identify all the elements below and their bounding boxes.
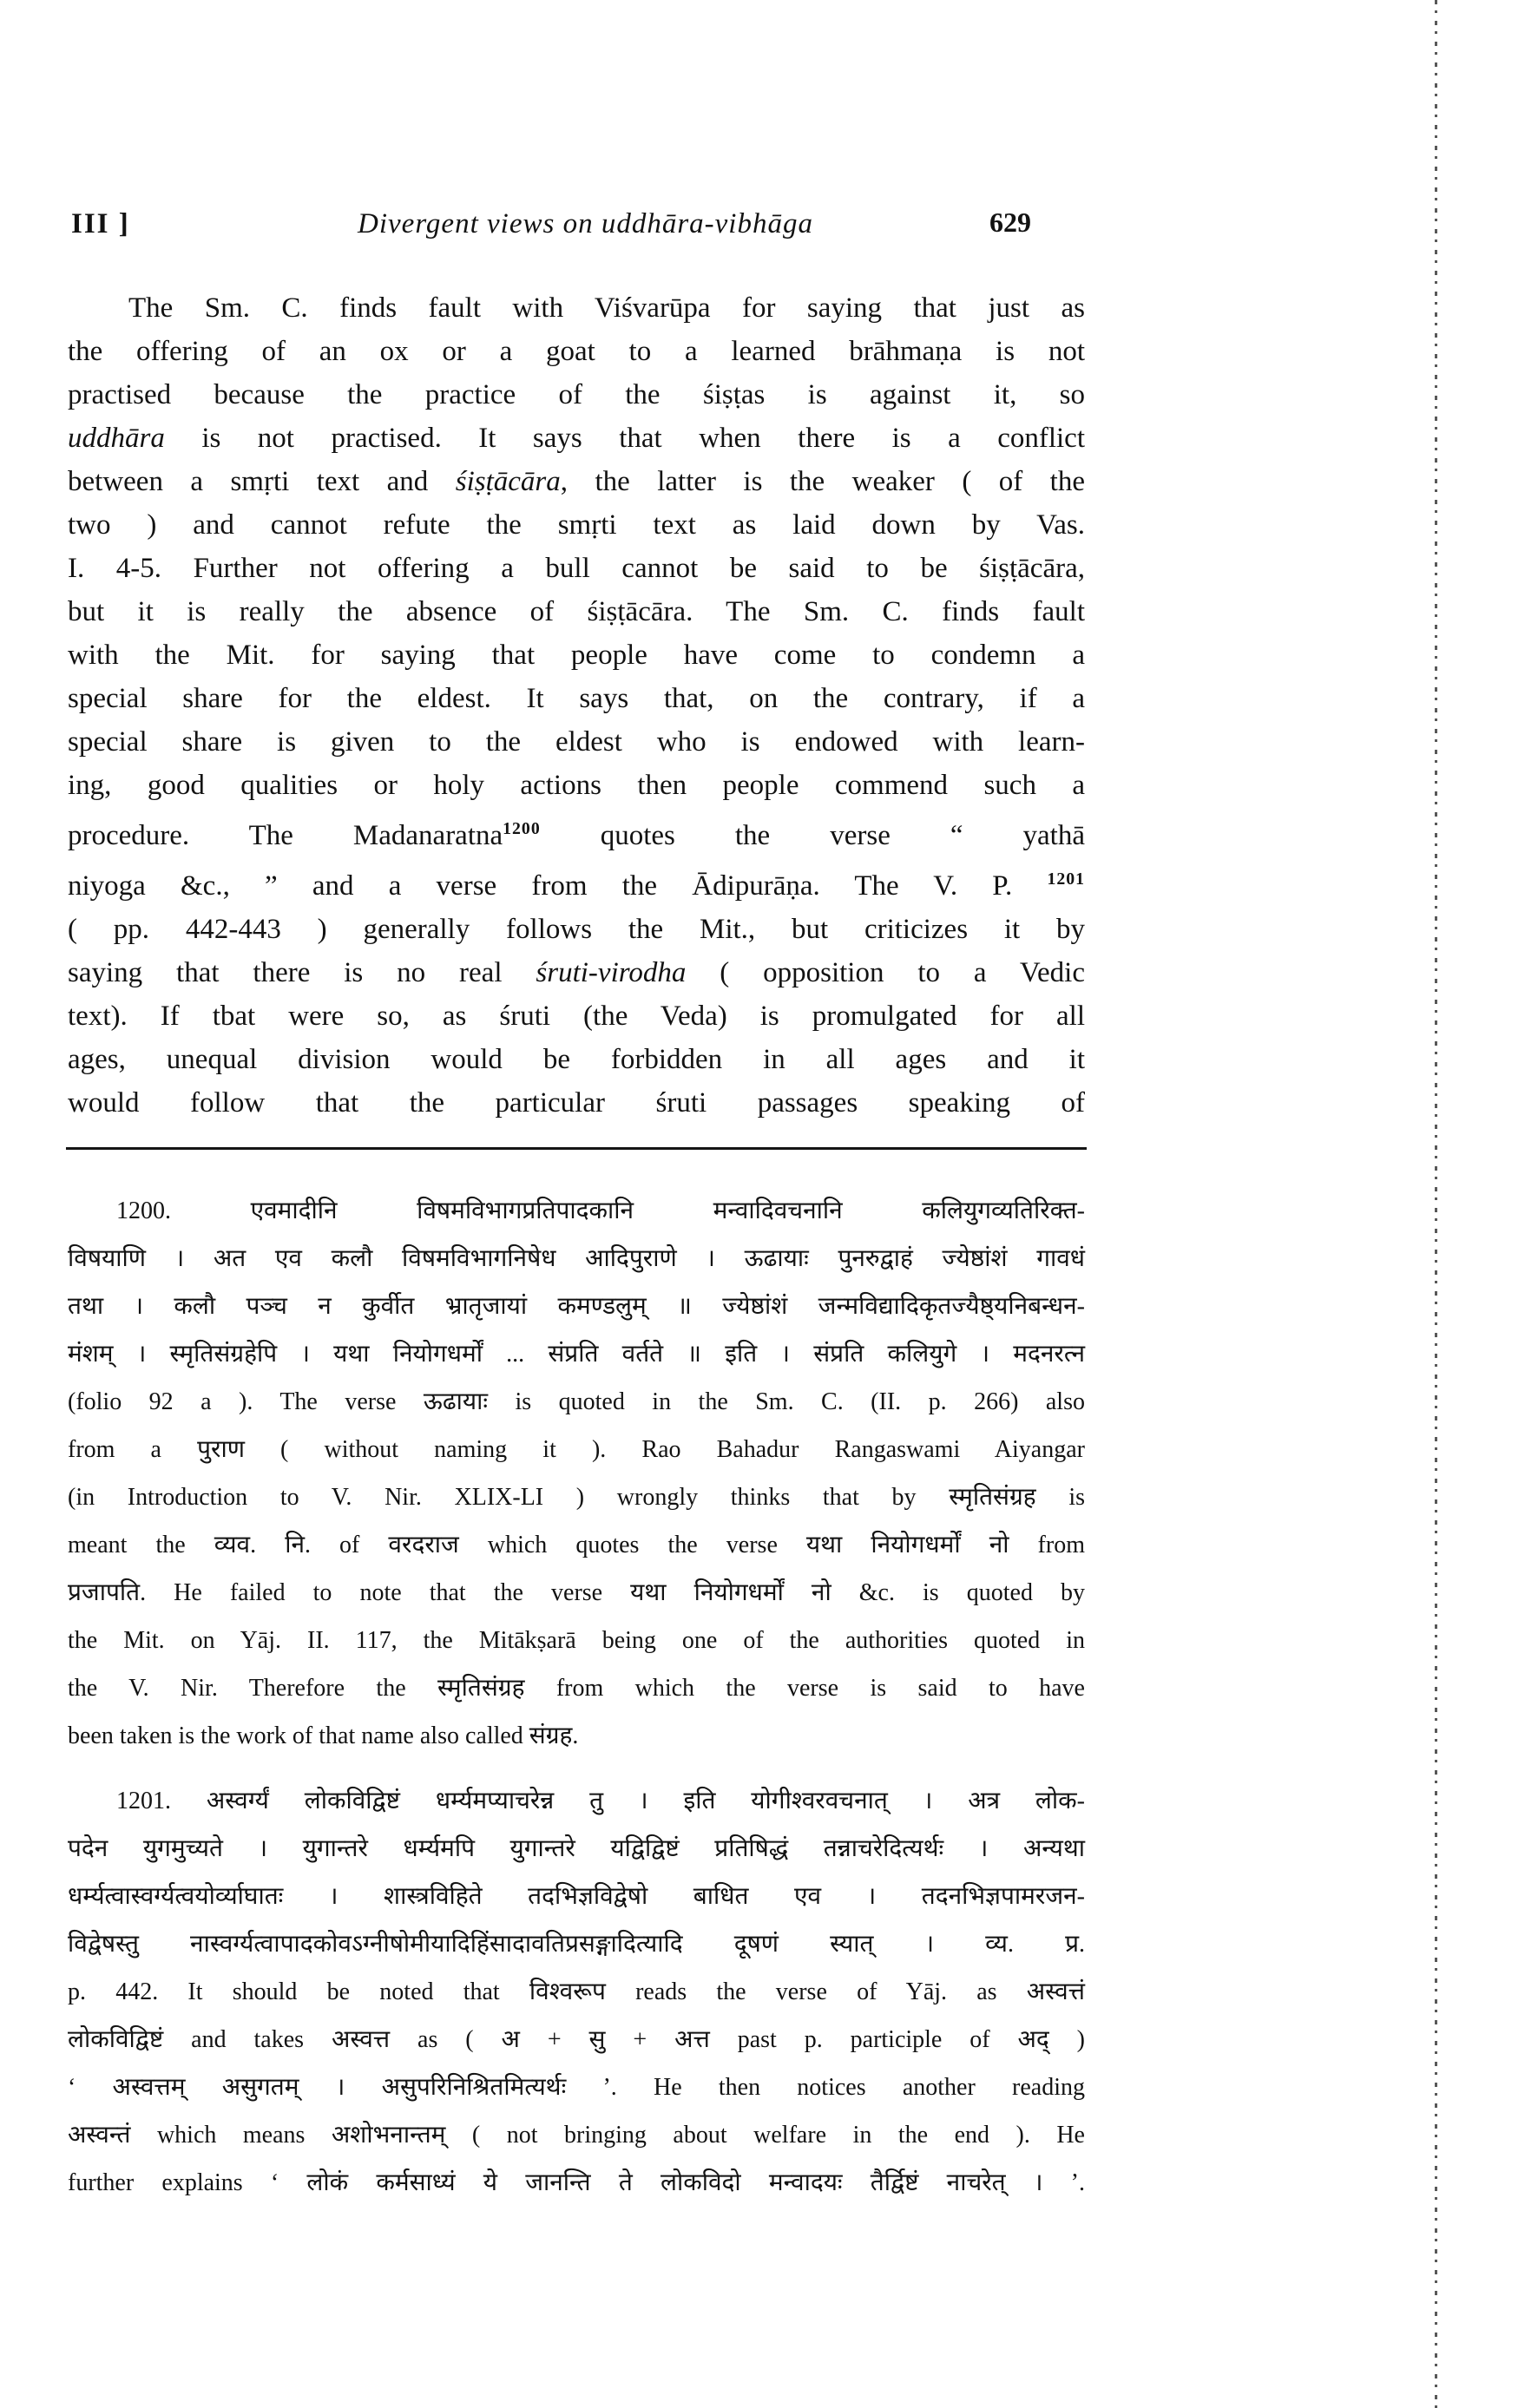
footnote-line: 1201. अस्वर्ग्यं लोकविद्विष्टं धर्म्यमप्याचरेन्न तु । इति योगीश्वरवचनात् । अत्र लोक- <box>116 1788 1085 1814</box>
scan-fold-dotted-line <box>1435 0 1437 2408</box>
footnote-line: धर्म्यत्वास्वर्ग्यत्वयोर्व्याघातः । शास्त्रविहिते तदभिज्ञविद्वेषो बाधित एव । तदनभिज्ञपामरजन- <box>68 1883 1085 1910</box>
footnote-1200 <box>68 1187 1085 1760</box>
main-paragraph <box>68 286 1085 1125</box>
text-line: but it is really the absence of śiṣṭācāra. The Sm. C. finds fault <box>68 596 1085 627</box>
footnote-line: मंशम् । स्मृतिसंग्रहेपि । यथा नियोगधर्मों ... संप्रति वर्तते ॥ इति । संप्रति कलियुगे । मदनरत्न <box>68 1341 1085 1368</box>
footnote-separator-rule <box>66 1147 1087 1150</box>
footnote-line: पदेन युगमुच्यते । युगान्तरे धर्म्यमपि युगान्तरे यद्विद्विष्टं प्रतिषिद्धं तन्नाचरेदित्यर्थः । अन्यथा <box>68 1835 1085 1862</box>
footnote-line: विषयाणि । अत एव कलौ विषमविभागनिषेध आदिपुराणे । ऊढायाः पुनरुद्वाहं ज्येष्ठांशं गावधं <box>68 1245 1085 1272</box>
text-line: special share for the eldest. It says that, on the contrary, if a <box>68 683 1085 714</box>
footnote-line: (folio 92 a ). The verse ऊढायाः is quoted in the Sm. C. (II. p. 266) also <box>68 1388 1085 1415</box>
text-line: text). If tbat were so, as śruti (the Veda) is promulgated for all <box>68 1001 1085 1032</box>
page-header <box>68 207 1085 253</box>
footnote-line: further explains ‘ लोकं कर्मसाध्यं ये जानन्ति ते लोकविदो मन्वादयः तैर्द्विष्टं नाचरेत् । ’. <box>68 2169 1085 2196</box>
footnote-1201 <box>68 1777 1085 2207</box>
footnote-line: p. 442. It should be noted that विश्वरूप reads the verse of Yāj. as अस्वत्तं <box>68 1978 1085 2005</box>
footnote-line: ‘ अस्वत्तम् असुगतम् । असुपरिनिश्रितमित्यर्थः ’. He then notices another reading <box>68 2074 1085 2101</box>
text-line: with the Mit. for saying that people have come to condemn a <box>68 640 1085 671</box>
footnote-line: विद्वेषस्तु नास्वर्ग्यत्वापादकोवऽग्नीषोमीयादिहिंसादावतिप्रसङ्गादित्यादि दूषणं स्यात् । व्य. प्र. <box>68 1931 1085 1958</box>
running-title: Divergent views on uddhāra-vibhāga <box>358 208 813 239</box>
footnote-line: the Mit. on Yāj. II. 117, the Mitākṣarā being one of the authorities quoted in <box>68 1627 1085 1654</box>
footnote-line: meant the व्यव. नि. of वरदराज which quotes the verse यथा नियोगधर्मों नो from <box>68 1532 1085 1558</box>
text-line: uddhāra is not practised. It says that when there is a conflict <box>68 423 1085 454</box>
text-line: The Sm. C. finds fault with Viśvarūpa for saying that just as <box>128 292 1085 324</box>
text-line: ages, unequal division would be forbidden in all ages and it <box>68 1044 1085 1075</box>
text-line: the offering of an ox or a goat to a learned brāhmaṇa is not <box>68 336 1085 367</box>
text-line: ( pp. 442-443 ) generally follows the Mit., but criticizes it by <box>68 914 1085 945</box>
page-number: 629 <box>989 207 1031 238</box>
footnote-line: तथा । कलौ पञ्च न कुर्वीत भ्रातृजायां कमण्डलुम् ॥ ज्येष्ठांशं जन्मविद्यादिकृतज्यैष्ठ्यनिबन्धन- <box>68 1293 1085 1320</box>
footnote-line: 1200. एवमादीनि विषमविभागप्रतिपादकानि मन्वादिवचनानि कलियुगव्यतिरिक्त- <box>116 1197 1085 1224</box>
text-line: saying that there is no real śruti-virodha ( opposition to a Vedic <box>68 957 1085 988</box>
footnote-line: (in Introduction to V. Nir. XLIX-LI ) wrongly thinks that by स्मृतिसंग्रह is <box>68 1484 1085 1511</box>
text-line: would follow that the particular śruti passages speaking of <box>68 1087 1085 1119</box>
text-line: procedure. The Madanaratna$^{1200}$ quotes the verse “ yathā <box>68 819 1085 851</box>
text-line: I. 4-5. Further not offering a bull cannot be said to be śiṣṭācāra, <box>68 553 1085 584</box>
footnote-line: from a पुराण ( without naming it ). Rao Bahadur Rangaswami Aiyangar <box>68 1436 1085 1463</box>
footnote-line: लोकविद्विष्टं and takes अस्वत्त as ( अ + सु + अत्त past p. participle of अद् ) <box>68 2026 1085 2053</box>
footnote-line: प्रजापति. He failed to note that the verse यथा नियोगधर्मों नो &c. is quoted by <box>68 1579 1085 1606</box>
text-line: practised because the practice of the śiṣṭas is against it, so <box>68 379 1085 410</box>
text-line: two ) and cannot refute the smṛti text as laid down by Vas. <box>68 509 1085 541</box>
text-line: ing, good qualities or holy actions then people commend such a <box>68 770 1085 801</box>
text-line: between a smṛti text and śiṣṭācāra, the latter is the weaker ( of the <box>68 466 1085 497</box>
footnote-line: अस्वन्तं which means अशोभनान्तम् ( not bringing about welfare in the end ). He <box>68 2122 1085 2149</box>
chapter-section-label: III ] <box>71 208 130 239</box>
footnote-line: been taken is the work of that name also called संग्रह. <box>68 1722 579 1749</box>
text-line: special share is given to the eldest who is endowed with learn- <box>68 726 1085 758</box>
text-line: niyoga &c., ” and a verse from the Ādipurāṇa. The V. P. $^{1201}$ <box>68 869 1085 902</box>
footnote-line: the V. Nir. Therefore the स्मृतिसंग्रह from which the verse is said to have <box>68 1675 1085 1702</box>
